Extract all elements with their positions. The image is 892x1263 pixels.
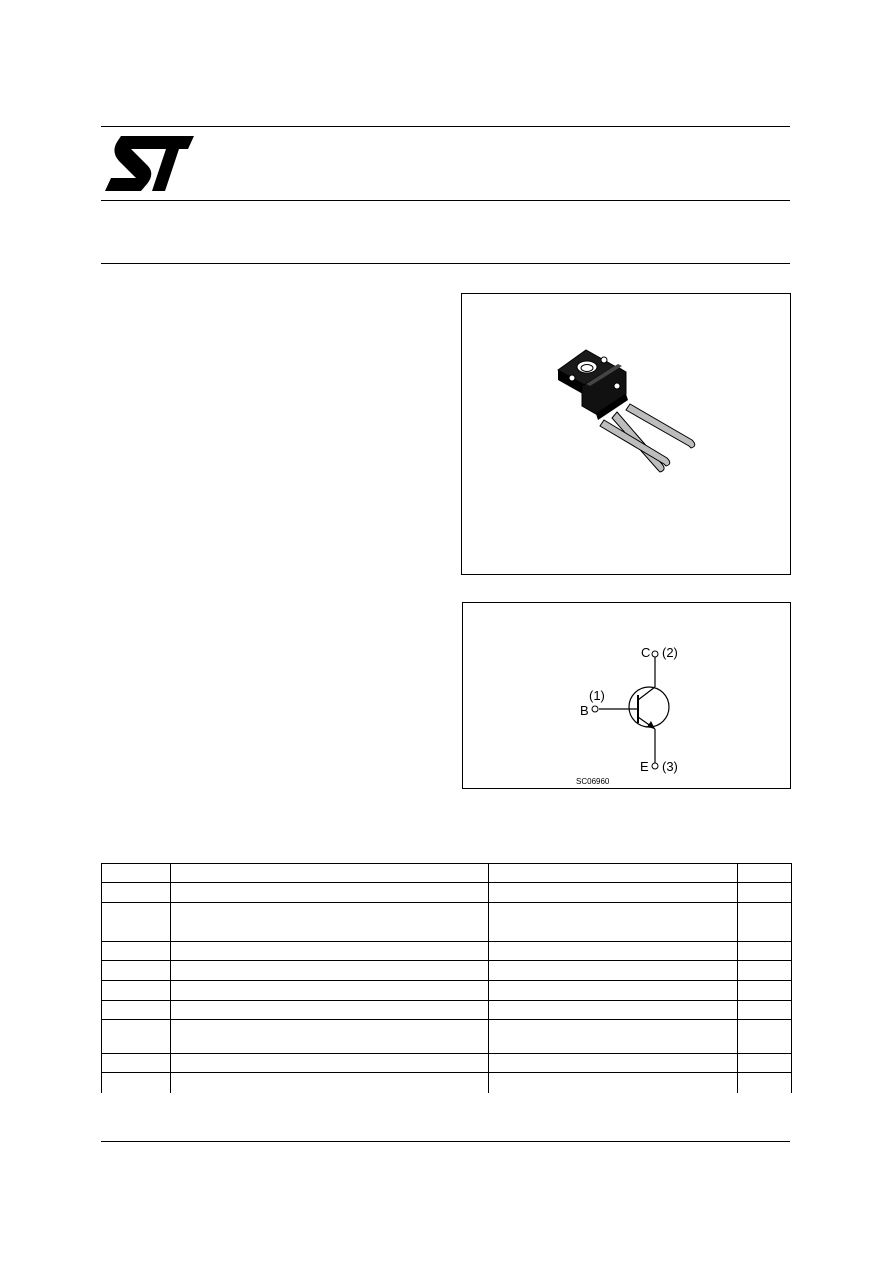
schematic-figure bbox=[462, 602, 791, 789]
table-cell-value bbox=[489, 1001, 738, 1020]
table-cell-symbol bbox=[102, 864, 171, 883]
table-cell-symbol bbox=[102, 883, 171, 903]
table-cell-value bbox=[489, 981, 738, 1001]
table-cell-unit bbox=[738, 961, 792, 981]
table-row bbox=[102, 1001, 792, 1020]
header-bottom-rule bbox=[101, 263, 790, 264]
table-cell-parameter bbox=[171, 903, 489, 942]
table-row bbox=[102, 903, 792, 942]
pin-c-label: C bbox=[641, 645, 651, 660]
table-cell-symbol bbox=[102, 1001, 171, 1020]
table-row bbox=[102, 883, 792, 903]
table-row bbox=[102, 981, 792, 1001]
pin-e-number: (3) bbox=[662, 759, 678, 774]
table-cell-unit bbox=[738, 1073, 792, 1093]
ratings-table bbox=[101, 863, 792, 1093]
table-cell-value bbox=[489, 883, 738, 903]
table-cell-parameter bbox=[171, 1054, 489, 1073]
table-cell-parameter bbox=[171, 864, 489, 883]
table-cell-symbol bbox=[102, 1020, 171, 1054]
table-cell-parameter bbox=[171, 942, 489, 961]
table-cell-unit bbox=[738, 883, 792, 903]
table-cell-symbol bbox=[102, 1073, 171, 1093]
table-cell-unit bbox=[738, 942, 792, 961]
table-cell-symbol bbox=[102, 981, 171, 1001]
table-row bbox=[102, 961, 792, 981]
to220fp-package-icon bbox=[462, 294, 790, 574]
table-cell-parameter bbox=[171, 1001, 489, 1020]
table-cell-parameter bbox=[171, 1073, 489, 1093]
table-cell-symbol bbox=[102, 903, 171, 942]
table-cell-symbol bbox=[102, 961, 171, 981]
table-cell-value bbox=[489, 1073, 738, 1093]
table-cell-value bbox=[489, 903, 738, 942]
npn-transistor-icon bbox=[463, 603, 790, 788]
table-row bbox=[102, 1073, 792, 1093]
header-middle-rule bbox=[101, 200, 790, 201]
table-cell-parameter bbox=[171, 961, 489, 981]
table-cell-value bbox=[489, 1020, 738, 1054]
table-cell-unit bbox=[738, 1020, 792, 1054]
pin-b-label: B bbox=[580, 703, 589, 718]
st-logo-icon bbox=[103, 134, 195, 192]
table-cell-unit bbox=[738, 1001, 792, 1020]
table-cell-parameter bbox=[171, 981, 489, 1001]
table-row bbox=[102, 864, 792, 883]
pin-e-label: E bbox=[640, 759, 649, 774]
table-cell-parameter bbox=[171, 883, 489, 903]
package-figure bbox=[461, 293, 791, 575]
table-cell-unit bbox=[738, 981, 792, 1001]
footer-rule bbox=[101, 1141, 790, 1142]
table-cell-value bbox=[489, 942, 738, 961]
table-row bbox=[102, 1020, 792, 1054]
table-cell-value bbox=[489, 1054, 738, 1073]
table-cell-symbol bbox=[102, 1054, 171, 1073]
table-cell-unit bbox=[738, 864, 792, 883]
table-cell-value bbox=[489, 961, 738, 981]
table-row bbox=[102, 942, 792, 961]
table-cell-parameter bbox=[171, 1020, 489, 1054]
table-cell-unit bbox=[738, 1054, 792, 1073]
schematic-code: SC06960 bbox=[576, 777, 610, 786]
table-cell-symbol bbox=[102, 942, 171, 961]
header-top-rule bbox=[101, 126, 790, 127]
table-cell-value bbox=[489, 864, 738, 883]
table-row bbox=[102, 1054, 792, 1073]
pin-c-number: (2) bbox=[662, 645, 678, 660]
pin-b-number: (1) bbox=[589, 688, 605, 703]
table-cell-unit bbox=[738, 903, 792, 942]
